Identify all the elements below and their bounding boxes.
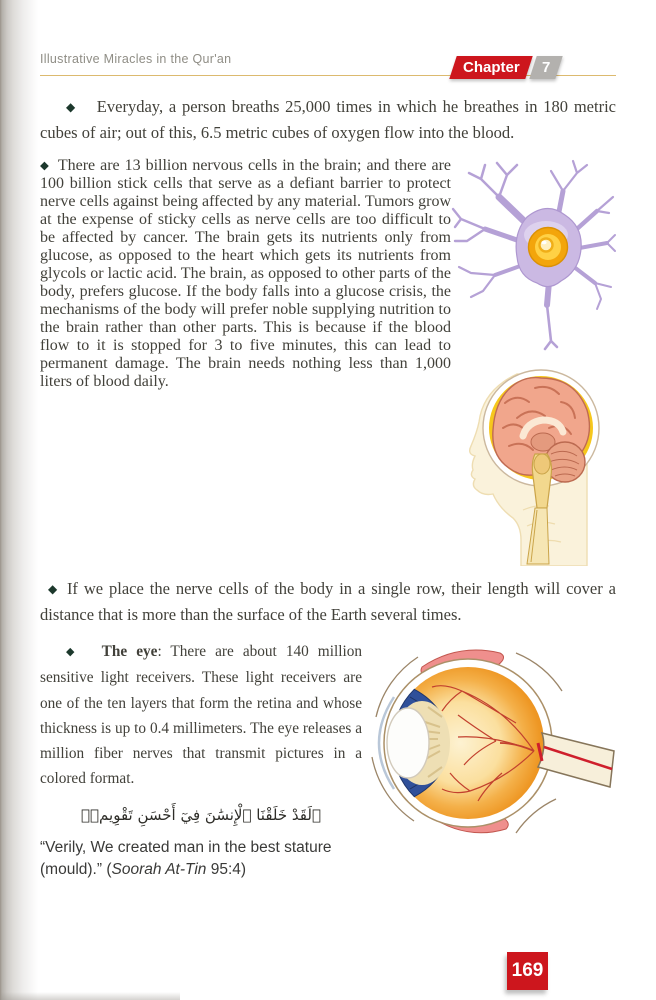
paragraph-brain: [40, 157, 451, 391]
paragraph-eye-label: The eye: [101, 643, 158, 660]
page-bottom-shadow: [0, 992, 180, 1000]
chapter-number: 7: [541, 59, 551, 76]
eye-anatomy-illustration: [366, 639, 651, 844]
paragraph-breathing-text: Everyday, a person breaths 25,000 times in which he breathes in 180 metric cubes of air; out of this, 6.5 metric cubes of oxygen flow into the blood.: [40, 97, 616, 142]
running-head-title: Illustrative Miracles in the Qur'an: [40, 52, 232, 66]
optic-nerve: [538, 733, 614, 787]
chapter-label-badge: [449, 56, 532, 79]
brain-illustration: [465, 358, 613, 566]
paragraph-nerve-cells: [40, 576, 616, 627]
page-number-badge: 169: [507, 952, 548, 990]
eye-text-column: [40, 639, 362, 881]
diamond-bullet-icon: ◆: [48, 582, 59, 596]
diamond-bullet-icon: ◆: [40, 160, 50, 172]
chapter-number-badge: [529, 56, 562, 79]
chapter-badge: [453, 56, 559, 79]
chapter-label: Chapter: [462, 59, 520, 76]
page-header: [40, 52, 616, 76]
eye-section-row: [40, 639, 616, 881]
neuron-nucleus: [529, 228, 568, 267]
quran-verse-arabic: ﴿لَقَدْ خَلَقْنَا ٱلْإِنسَٰنَ فِيٓ أَحْسَنِ تَقْوِيمٖ﴾: [81, 805, 321, 824]
soorah-name: Soorah At-Tin: [111, 860, 207, 878]
paragraph-brain-text: There are 13 billion nervous cells in the brain; and there are 100 billion stick cells that serve as a defiant barrier to protect nerve cells against being affected by any material. Tumors grow at the expense of sticky cells as nerve cells are too difficult to be affected by cancer. The brain gets its nutrients only from glucose, as opposed to the heart which gets its nutrients from glycols or lactic acid. The brain, as opposed to other parts of the body, prefers glucose. If the body falls into a glucose crisis, the mechanisms of the body will prefer noble supplying nutrition to the brain rather than other parts. This is because if the blood flow to it is stopped for 3 to five minutes, this can lead to permanent damage. The brain needs nothing less than 1,000 liters of blood daily.: [40, 157, 451, 390]
neuron-illustration: [451, 157, 616, 352]
paragraph-eye-text: : There are about 140 million sensitive light receivers. These light receivers are one of the ten layers that form the retina and whose thickness is up to 0.4 millimeters. The eye releases a million fiber nerves that transmit pictures in a colored format.: [40, 643, 363, 788]
diamond-bullet-icon: ◆: [66, 646, 80, 658]
paragraph-nerve-cells-text: If we place the nerve cells of the body in a single row, their length will cover a distance that is more than the surface of the Earth several times.: [40, 579, 616, 624]
illustration-column: [451, 157, 616, 566]
brain-section-row: [40, 157, 616, 566]
eye-illustration-column: [366, 639, 616, 844]
paragraph-breathing: [40, 94, 616, 145]
page-content: [0, 94, 656, 881]
lens: [387, 708, 429, 778]
diamond-bullet-icon: ◆: [66, 100, 77, 114]
verse-translation: “Verily, We created man in the best stature (mould).” (Soorah At-Tin 95:4): [40, 838, 332, 878]
paragraph-eye: [40, 639, 362, 792]
